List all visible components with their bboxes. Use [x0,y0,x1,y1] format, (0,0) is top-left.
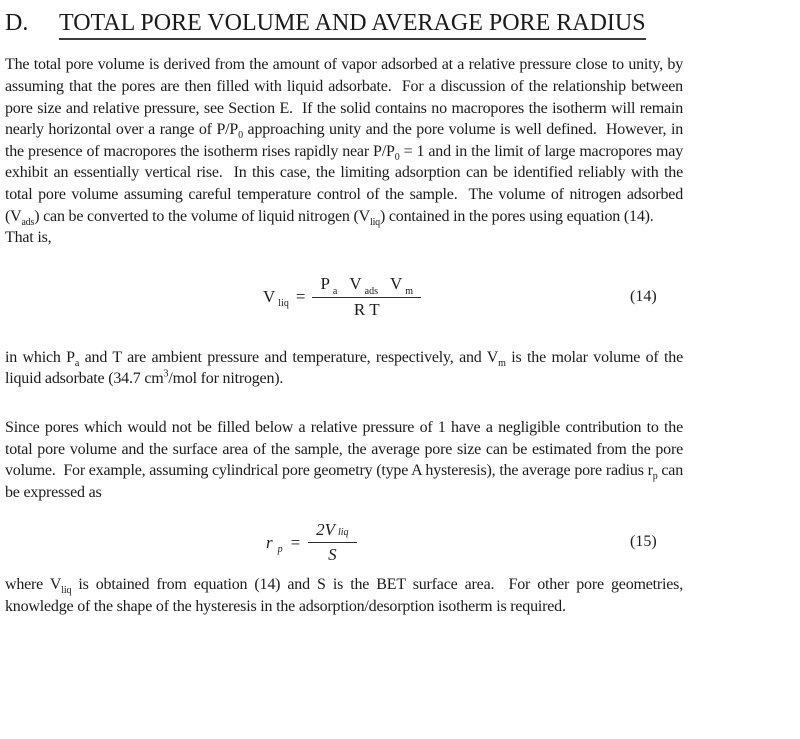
equation-15 [0,519,800,565]
fraction-denominator: S [328,545,337,565]
equation-15-lhs: r $_p$ [266,532,283,555]
subscript-rp: p [652,471,658,483]
section-heading [0,0,800,36]
subscript-vliq: liq [369,216,380,228]
subscript-vm: m [498,357,506,369]
equation-15-number: (15) [630,533,657,551]
section-title: TOTAL PORE VOLUME AND AVERAGE PORE RADIUS [59,10,646,40]
paragraph-3: Since pores which would not be filled below a relative pressure of 1 have a negligible contribution to the total pore volume and the surface area of the sample, the average pore size can be estimated from the pore volume. For example, assuming cylindrical pore geometry (type A hysteresis), the average pore radius $r_p$ can be expressed as [5,418,683,501]
equation-15-fraction [308,520,356,565]
equation-14-lhs: V $_{liq}$ [263,286,289,310]
subscript-vads: ads [21,216,35,228]
section-number: D. [5,10,29,36]
equation-14-fraction [312,274,421,319]
paragraph-2: in which $P_a$ and T are ambient pressure and temperature, respectively, and $V_m$ is the molar volume of the liquid adsorbate (34.7 $cm^3$/mol for nitrogen). [5,348,683,388]
fraction-denominator: R T [353,299,380,319]
equation-14 [0,274,800,320]
equals-sign: = [289,532,302,552]
paragraph-1-text: The total pore volume is derived from the amount of vapor adsorbed at a relative pressure close to unity, by assuming that the pores are then filled with liquid adsorbate. For a discussion of the relationship between pore size and relative pressure, see Section E. If the solid contains no macropores the isotherm will remain nearly horizontal over a range of P/P [5,56,683,139]
paragraph-4: where $V_{liq}$ is obtained from equation (14) and S is the BET surface area. For other pore geometries, knowledge of the shape of the hysteresis in the adsorption/desorption isotherm is required. [5,576,683,615]
subscript-pa: a [74,357,80,369]
equals-sign: = [295,286,306,306]
subscript-vliq: liq [61,585,72,597]
superscript-cm3: 3 [163,369,169,380]
subscript-p0: 0 [394,151,400,163]
fraction-numerator: 2V liq [308,520,356,544]
equation-14-number: (14) [630,287,657,305]
subscript-p0: 0 [238,130,243,142]
fraction-numerator: P $_a$ V $_{ads}$ V $_m$ [312,274,421,298]
paragraph-1: The total pore volume is derived from the amount of vapor adsorbed at a relative pressure close to unity, by assuming that the pores are then filled with liquid adsorbate. For a discussion of the relationship between pore size and relative pressure, see Section E. If the solid contains no macropores the isotherm will remain nearly horizontal over a range of $P/P_0$ approaching unity and the pore volume is well defined. However, in the presence of macropores the isotherm rises rapidly near $P/P_0 = 1$ and in the limit of large macropores may exhibit an essentially vertical rise. In this case, the limiting adsorption can be identified reliably with the total pore volume assuming careful temperature control of the sample. The volume of nitrogen adsorbed $(V_{ads})$ can be converted to the volume of liquid nitrogen $(V_{liq})$ contained in the pores using equation (14). [5,56,683,228]
that-is-line: That is, [5,229,52,247]
